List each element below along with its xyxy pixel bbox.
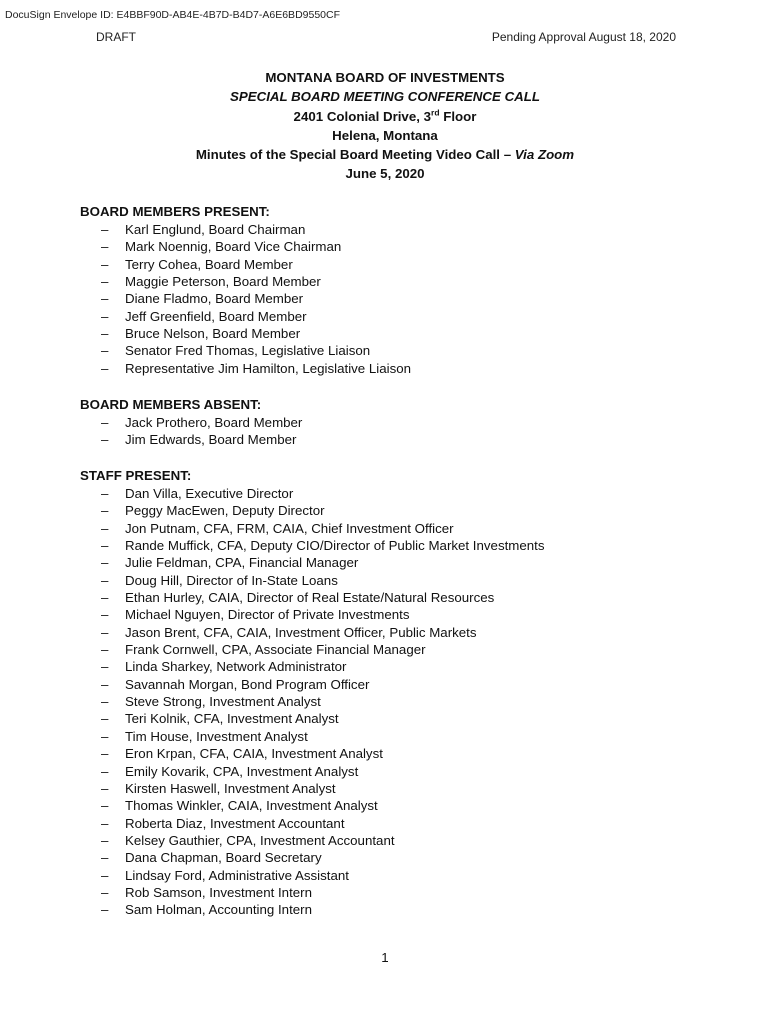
- dash-bullet: –: [101, 291, 109, 307]
- list-item-text: Teri Kolnik, CFA, Investment Analyst: [125, 711, 339, 727]
- section-heading: BOARD MEMBERS PRESENT:: [80, 204, 270, 219]
- list-item: [80, 325, 411, 342]
- list-item: [80, 290, 411, 307]
- list-item-text: Roberta Diaz, Investment Accountant: [125, 815, 345, 831]
- list-item-text: Peggy MacEwen, Deputy Director: [125, 503, 325, 519]
- envelope-id: DocuSign Envelope ID: E4BBF90D-AB4E-4B7D-B4D7-A6E6BD9550CF: [5, 9, 341, 21]
- list-item: [80, 256, 411, 273]
- list-item-text: Jon Putnam, CFA, FRM, CAIA, Chief Investment Officer: [125, 520, 454, 536]
- list-item-text: Lindsay Ford, Administrative Assistant: [125, 867, 349, 883]
- list-item: [80, 273, 411, 290]
- dash-bullet: –: [101, 711, 109, 727]
- list-item-text: Bruce Nelson, Board Member: [125, 326, 301, 342]
- list-item-text: Jim Edwards, Board Member: [125, 432, 297, 448]
- present-list: [80, 221, 411, 377]
- list-item-text: Thomas Winkler, CAIA, Investment Analyst: [125, 798, 378, 814]
- dash-bullet: –: [101, 763, 109, 779]
- list-item-text: Maggie Peterson, Board Member: [125, 274, 321, 290]
- dash-bullet: –: [101, 902, 109, 918]
- minutes-title: Minutes of the Special Board Meeting Video Call – Via Zoom: [195, 147, 575, 163]
- dash-bullet: –: [101, 555, 109, 571]
- list-item-text: Michael Nguyen, Director of Private Investments: [125, 607, 410, 623]
- list-item-text: Representative Jim Hamilton, Legislative Liaison: [125, 360, 412, 376]
- dash-bullet: –: [101, 832, 109, 848]
- list-item: [80, 763, 545, 780]
- staff-list: [80, 485, 545, 919]
- list-item: [80, 867, 545, 884]
- list-item: [80, 832, 545, 849]
- list-item-text: Dana Chapman, Board Secretary: [125, 850, 322, 866]
- dash-bullet: –: [101, 694, 109, 710]
- list-item-text: Tim House, Investment Analyst: [125, 728, 308, 744]
- dash-bullet: –: [101, 343, 109, 359]
- dash-bullet: –: [101, 503, 109, 519]
- draft-label: DRAFT: [96, 30, 136, 44]
- dash-bullet: –: [101, 256, 109, 272]
- dash-bullet: –: [101, 850, 109, 866]
- list-item-text: Linda Sharkey, Network Administrator: [125, 659, 347, 675]
- list-item-text: Doug Hill, Director of In-State Loans: [125, 572, 338, 588]
- list-item-text: Dan Villa, Executive Director: [125, 486, 294, 501]
- dash-bullet: –: [101, 520, 109, 536]
- list-item: [80, 797, 545, 814]
- list-item: [80, 849, 545, 866]
- list-item-text: Emily Kovarik, CPA, Investment Analyst: [125, 763, 359, 779]
- dash-bullet: –: [101, 659, 109, 675]
- list-item: [80, 658, 545, 675]
- list-item: [80, 884, 545, 901]
- dash-bullet: –: [101, 274, 109, 290]
- dash-bullet: –: [101, 486, 109, 501]
- list-item: [80, 485, 545, 502]
- list-item-text: Frank Cornwell, CPA, Associate Financial Manager: [125, 642, 426, 658]
- dash-bullet: –: [101, 607, 109, 623]
- meeting-type: SPECIAL BOARD MEETING CONFERENCE CALL: [229, 89, 541, 105]
- list-item-text: Senator Fred Thomas, Legislative Liaison: [125, 343, 371, 359]
- board-name: MONTANA BOARD OF INVESTMENTS: [265, 70, 505, 85]
- list-item: [80, 815, 545, 832]
- list-item: [80, 520, 545, 537]
- dash-bullet: –: [101, 432, 109, 448]
- list-item: [80, 641, 545, 658]
- list-item-text: Savannah Morgan, Bond Program Officer: [125, 676, 370, 692]
- list-item-text: Mark Noennig, Board Vice Chairman: [125, 239, 342, 255]
- list-item: [80, 624, 545, 641]
- list-item: [80, 572, 545, 589]
- list-item: [80, 606, 545, 623]
- dash-bullet: –: [101, 572, 109, 588]
- list-item-text: Ethan Hurley, CAIA, Director of Real Estate/Natural Resources: [125, 590, 495, 606]
- dash-bullet: –: [101, 867, 109, 883]
- list-item: [80, 431, 302, 448]
- list-item: [80, 238, 411, 255]
- list-item: [80, 308, 411, 325]
- list-item: [80, 693, 545, 710]
- dash-bullet: –: [101, 815, 109, 831]
- dash-bullet: –: [101, 676, 109, 692]
- city: Helena, Montana: [332, 127, 438, 143]
- list-item: [80, 342, 411, 359]
- absent-list: [80, 414, 302, 449]
- dash-bullet: –: [101, 308, 109, 324]
- list-item: [80, 745, 545, 762]
- list-item: [80, 360, 411, 377]
- list-item: [80, 502, 545, 519]
- list-item: [80, 710, 545, 727]
- list-item-text: Jason Brent, CFA, CAIA, Investment Officer, Public Markets: [125, 624, 477, 640]
- dash-bullet: –: [101, 642, 109, 658]
- list-item-text: Steve Strong, Investment Analyst: [125, 694, 321, 710]
- list-item: [80, 554, 545, 571]
- dash-bullet: –: [101, 624, 109, 640]
- dash-bullet: –: [101, 728, 109, 744]
- list-item-text: Rob Samson, Investment Intern: [125, 884, 312, 900]
- address: 2401 Colonial Drive, 3rd Floor: [293, 107, 477, 124]
- dash-bullet: –: [101, 538, 109, 554]
- list-item-text: Jeff Greenfield, Board Member: [125, 308, 307, 324]
- document-heading: [0, 68, 770, 184]
- list-item-text: Diane Fladmo, Board Member: [125, 291, 304, 307]
- dash-bullet: –: [101, 798, 109, 814]
- list-item-text: Jack Prothero, Board Member: [125, 415, 303, 430]
- page-number: 1: [381, 950, 389, 965]
- pending-approval: Pending Approval August 18, 2020: [491, 30, 676, 44]
- list-item: [80, 589, 545, 606]
- list-item-text: Eron Krpan, CFA, CAIA, Investment Analyst: [125, 746, 383, 762]
- section-heading: BOARD MEMBERS ABSENT:: [80, 397, 262, 412]
- section-heading: STAFF PRESENT:: [80, 468, 192, 483]
- staff-present-section: [80, 466, 545, 919]
- dash-bullet: –: [101, 326, 109, 342]
- dash-bullet: –: [101, 780, 109, 796]
- board-members-present-section: [80, 202, 411, 377]
- list-item-text: Terry Cohea, Board Member: [125, 256, 293, 272]
- dash-bullet: –: [101, 590, 109, 606]
- board-members-absent-section: [80, 395, 302, 449]
- list-item-text: Kirsten Haswell, Investment Analyst: [125, 780, 336, 796]
- dash-bullet: –: [101, 415, 109, 430]
- meeting-date: June 5, 2020: [345, 166, 425, 182]
- dash-bullet: –: [101, 360, 109, 376]
- dash-bullet: –: [101, 746, 109, 762]
- list-item: [80, 414, 302, 431]
- list-item: [80, 728, 545, 745]
- list-item-text: Rande Muffick, CFA, Deputy CIO/Director of Public Market Investments: [125, 538, 545, 554]
- list-item-text: Julie Feldman, CPA, Financial Manager: [125, 555, 359, 571]
- list-item: [80, 780, 545, 797]
- dash-bullet: –: [101, 222, 109, 237]
- list-item: [80, 676, 545, 693]
- list-item-text: Karl Englund, Board Chairman: [125, 222, 306, 237]
- list-item-text: Sam Holman, Accounting Intern: [125, 902, 312, 918]
- dash-bullet: –: [101, 884, 109, 900]
- list-item-text: Kelsey Gauthier, CPA, Investment Accountant: [125, 832, 395, 848]
- list-item: [80, 537, 545, 554]
- dash-bullet: –: [101, 239, 109, 255]
- list-item: [80, 901, 545, 918]
- list-item: [80, 221, 411, 238]
